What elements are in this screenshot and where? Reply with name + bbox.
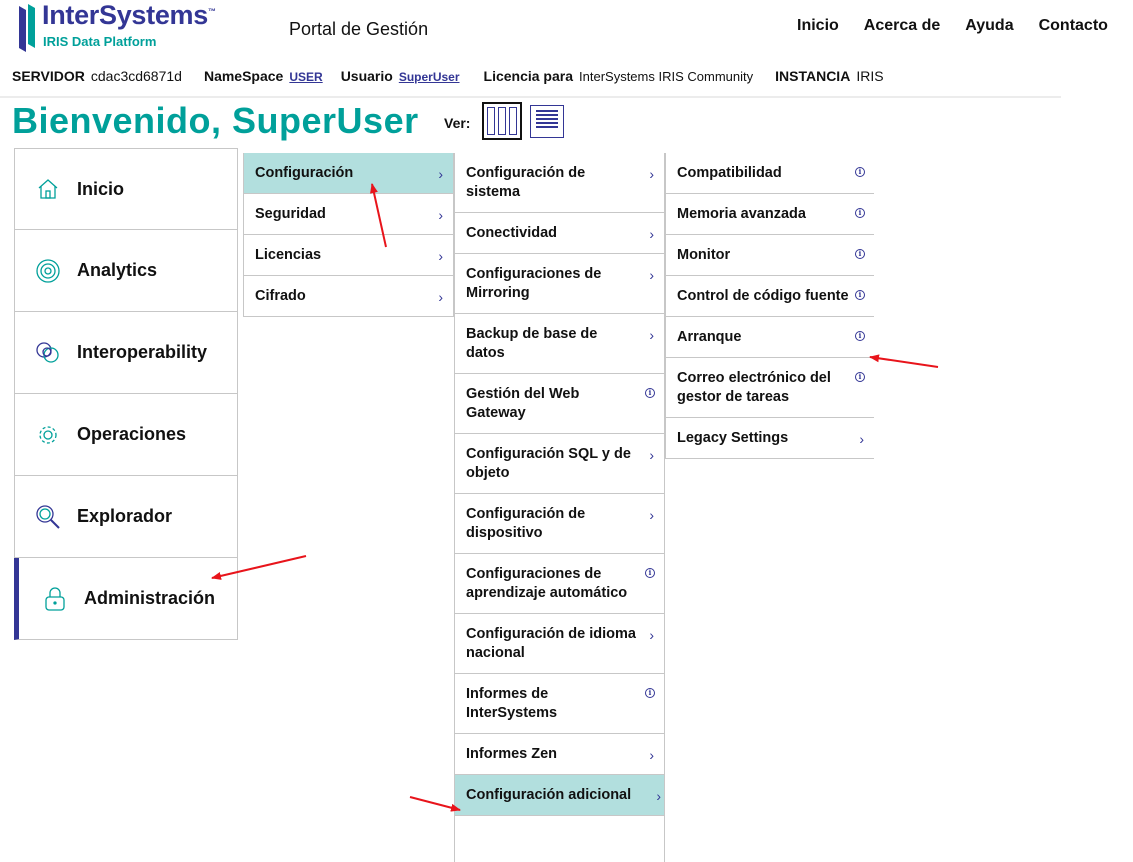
chevron-right-icon: ›: [649, 447, 654, 463]
menu-item-label: Administración: [84, 588, 216, 608]
submenu-item-aprendizaje[interactable]: Configuraciones de aprendizaje automático i: [455, 554, 664, 614]
chevron-right-icon: ›: [438, 207, 443, 223]
menu-item-label: Interoperability: [77, 342, 208, 362]
main-menu: [14, 148, 238, 640]
chevron-right-icon: ›: [438, 289, 443, 305]
chevron-right-icon: ›: [649, 166, 654, 182]
user-label: Usuario: [340, 68, 393, 84]
license-label: Licencia para: [483, 68, 574, 84]
arrow-to-arranque: [870, 357, 938, 367]
submenu-item-dispositivo[interactable]: Configuración de dispositivo ›: [455, 494, 664, 554]
info-icon[interactable]: i: [855, 167, 865, 177]
submenu-item-web-gateway[interactable]: Gestión del Web Gateway i: [455, 374, 664, 434]
submenu-item-compatibilidad[interactable]: Compatibilidad i: [666, 153, 874, 194]
instance-label: INSTANCIA: [775, 68, 851, 84]
submenu-configuracion-adicional: [665, 153, 874, 459]
submenu-configuracion: [454, 153, 665, 862]
chevron-right-icon: ›: [649, 267, 654, 283]
submenu-item-mirroring[interactable]: Configuraciones de Mirroring ›: [455, 254, 664, 314]
submenu-item-monitor[interactable]: Monitor i: [666, 235, 874, 276]
namespace-label: NameSpace: [203, 68, 284, 84]
info-bar: [12, 68, 906, 88]
menu-item-analytics[interactable]: [14, 230, 238, 312]
menu-item-operaciones[interactable]: [14, 394, 238, 476]
submenu-item-conectividad[interactable]: Conectividad ›: [455, 213, 664, 254]
info-icon[interactable]: i: [645, 568, 655, 578]
license-value: InterSystems IRIS Community: [579, 69, 754, 84]
info-icon[interactable]: i: [855, 331, 865, 341]
arrow-to-configuracion-adicional: [410, 797, 460, 810]
submenu-item-cifrado[interactable]: Cifrado ›: [244, 276, 453, 317]
submenu-administracion: [243, 153, 454, 317]
interoperability-icon: [35, 340, 61, 366]
nav-inicio-link[interactable]: Inicio: [797, 17, 839, 34]
info-icon[interactable]: i: [645, 688, 655, 698]
list-view-button[interactable]: [530, 105, 564, 138]
menu-item-label: Analytics: [77, 260, 158, 280]
submenu-item-memoria-avanzada[interactable]: Memoria avanzada i: [666, 194, 874, 235]
info-icon[interactable]: i: [645, 388, 655, 398]
submenu-item-informes-zen[interactable]: Informes Zen ›: [455, 734, 664, 775]
chevron-right-icon: ›: [438, 248, 443, 264]
info-icon[interactable]: i: [855, 208, 865, 218]
welcome-title: Bienvenido, SuperUser: [12, 100, 419, 141]
portal-title: Portal de Gestión: [289, 19, 429, 39]
submenu-item-control-codigo[interactable]: Control de código fuente i: [666, 276, 874, 317]
chevron-right-icon: ›: [649, 226, 654, 242]
menu-item-label: Explorador: [77, 506, 173, 526]
top-nav: [797, 17, 1133, 35]
gear-icon: [35, 422, 61, 448]
lock-icon: [42, 586, 68, 612]
search-icon: [35, 504, 61, 530]
submenu-item-correo-tareas[interactable]: Correo electrónico del gestor de tareas i: [666, 358, 874, 418]
submenu-item-arranque[interactable]: Arranque i: [666, 317, 874, 358]
chevron-right-icon: ›: [649, 507, 654, 523]
server-value: cdac3cd6871d: [90, 68, 182, 84]
submenu-item-idioma[interactable]: Configuración de idioma nacional ›: [455, 614, 664, 674]
menu-item-interoperability[interactable]: [14, 312, 238, 394]
header-divider: [0, 96, 1061, 98]
submenu-item-backup[interactable]: Backup de base de datos ›: [455, 314, 664, 374]
nav-acerca-link[interactable]: Acerca de: [863, 17, 941, 34]
analytics-icon: [35, 258, 61, 284]
submenu-item-informes-intersystems[interactable]: Informes de InterSystems i: [455, 674, 664, 734]
info-icon[interactable]: i: [855, 290, 865, 300]
user-link[interactable]: SuperUser: [398, 70, 460, 84]
submenu-item-seguridad[interactable]: Seguridad ›: [244, 194, 453, 235]
menu-item-administracion[interactable]: [14, 558, 238, 640]
info-icon[interactable]: i: [855, 249, 865, 259]
intersystems-logo-mark-icon: [16, 2, 38, 52]
chevron-right-icon: ›: [649, 627, 654, 643]
submenu-item-configuracion-adicional[interactable]: Configuración adicional ›: [455, 775, 664, 816]
menu-item-inicio[interactable]: [14, 148, 238, 230]
chevron-right-icon: ›: [656, 788, 661, 804]
namespace-link[interactable]: USER: [289, 70, 323, 84]
submenu-item-configuracion-sistema[interactable]: Configuración de sistema ›: [455, 153, 664, 213]
nav-ayuda-link[interactable]: Ayuda: [965, 17, 1014, 34]
menu-item-label: Inicio: [77, 178, 125, 199]
nav-contacto-link[interactable]: Contacto: [1038, 17, 1108, 34]
submenu-item-legacy-settings[interactable]: Legacy Settings ›: [666, 418, 874, 459]
submenu-item-configuracion[interactable]: Configuración ›: [244, 153, 453, 194]
column-view-button[interactable]: [482, 102, 522, 140]
chevron-right-icon: ›: [859, 431, 864, 447]
menu-item-explorador[interactable]: [14, 476, 238, 558]
submenu-item-sql-objeto[interactable]: Configuración SQL y de objeto ›: [455, 434, 664, 494]
logo-title: InterSystems™: [42, 0, 216, 30]
submenu-item-licencias[interactable]: Licencias ›: [244, 235, 453, 276]
server-label: SERVIDOR: [12, 68, 85, 84]
chevron-right-icon: ›: [438, 166, 443, 182]
instance-value: IRIS: [856, 68, 884, 84]
logo-subtitle: IRIS Data Platform: [43, 34, 157, 49]
menu-item-label: Operaciones: [77, 424, 187, 444]
chevron-right-icon: ›: [649, 327, 654, 343]
info-icon[interactable]: i: [855, 372, 865, 382]
view-label: Ver:: [444, 115, 471, 131]
intersystems-logo[interactable]: [16, 2, 236, 52]
chevron-right-icon: ›: [649, 747, 654, 763]
home-icon: [35, 176, 61, 202]
